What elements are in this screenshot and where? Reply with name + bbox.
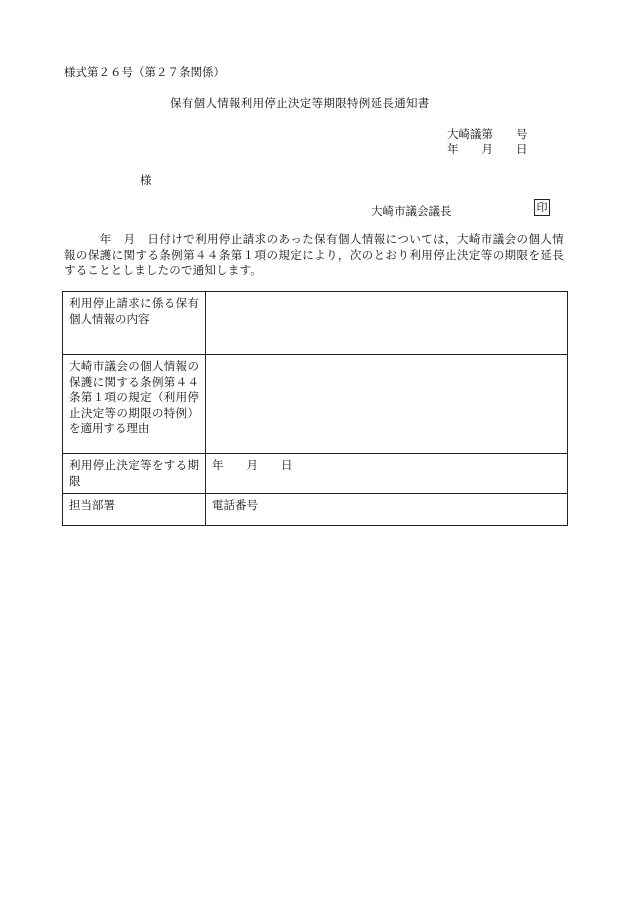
row-value-requested-info	[206, 292, 568, 355]
document-date: 年 月 日	[447, 142, 528, 156]
seal-mark: 印	[534, 199, 550, 216]
table-row	[63, 454, 568, 494]
addressee: 様	[140, 173, 152, 187]
table-row	[63, 292, 568, 355]
row-label-requested-info: 利用停止請求に係る保有個人情報の内容	[63, 292, 206, 355]
table-row	[63, 355, 568, 454]
document-title: 保有個人情報利用停止決定等期限特例延長通知書	[170, 96, 430, 110]
row-value-reason	[206, 355, 568, 454]
notice-body-text: 年 月 日付けで利用停止請求のあった保有個人情報については，大崎市議会の個人情報の保護に関する条例第４４条第１項の規定により，次のとおり利用停止決定等の期限を延長することとしましたので通知します。	[64, 232, 564, 277]
row-value-phone: 電話番号	[206, 494, 568, 526]
row-value-deadline: 年 月 日	[206, 454, 568, 494]
row-label-deadline: 利用停止決定等をする期限	[63, 454, 206, 494]
form-number: 様式第２６号（第２７条関係）	[64, 65, 225, 79]
row-label-department: 担当部署	[63, 494, 206, 526]
table-row	[63, 494, 568, 526]
sender-name: 大崎市議会議長	[371, 204, 452, 218]
info-table	[62, 291, 568, 526]
row-label-reason: 大崎市議会の個人情報の保護に関する条例第４４条第１項の規定（利用停止決定等の期限の特例）を適用する理由	[63, 355, 206, 454]
document-number: 大崎議第 号	[447, 127, 528, 141]
